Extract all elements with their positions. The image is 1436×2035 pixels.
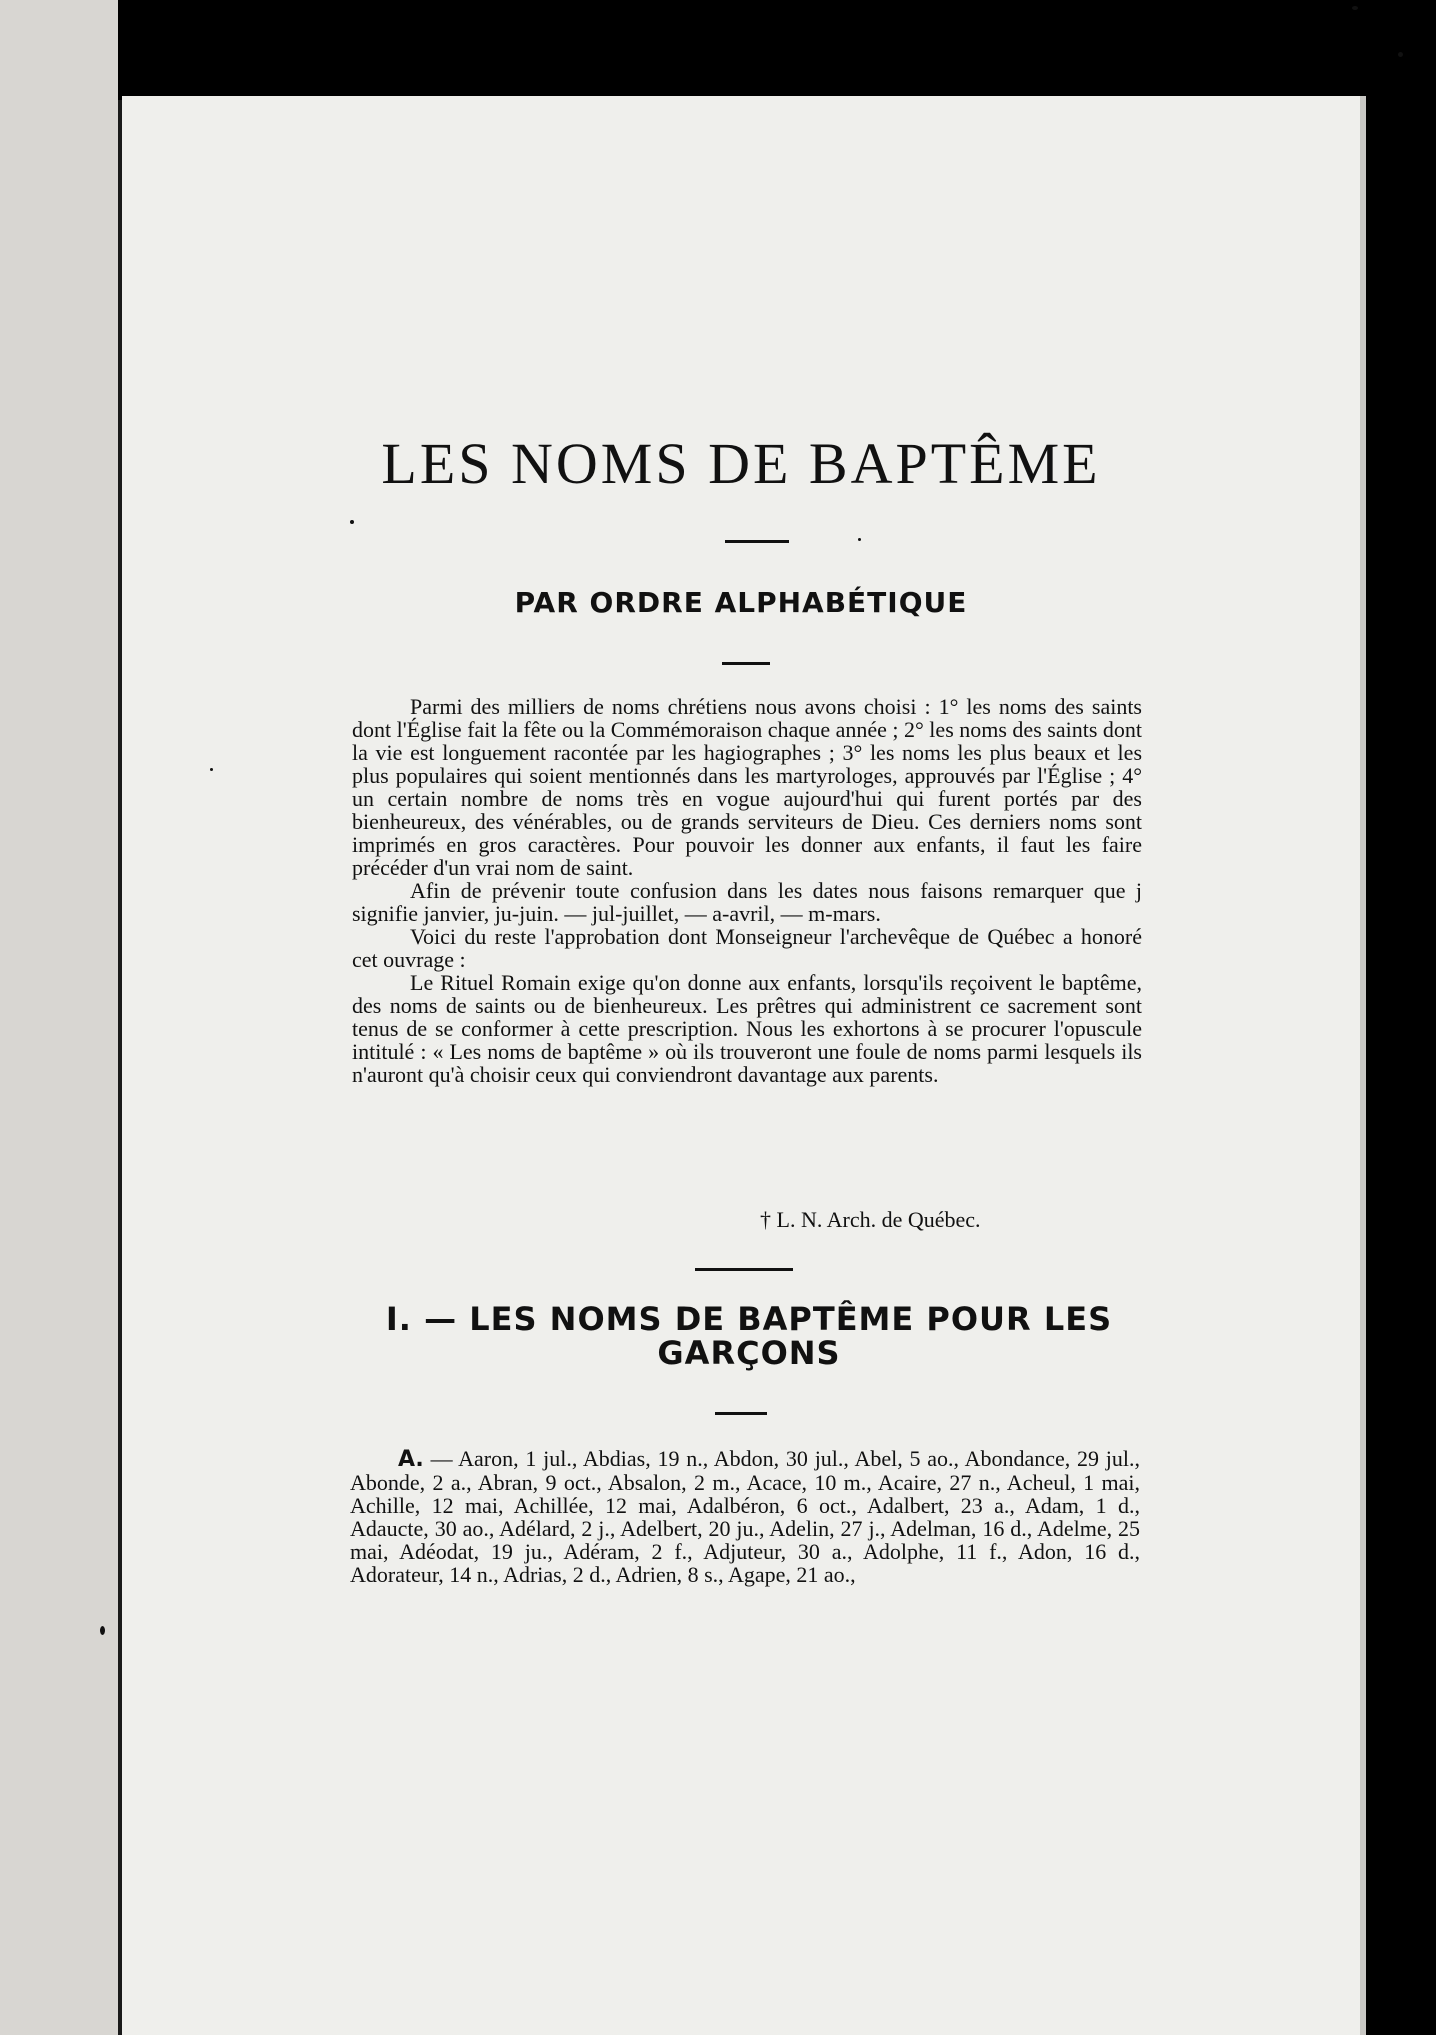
scan-speck — [1352, 6, 1358, 10]
page-subtitle: PAR ORDRE ALPHABÉTIQUE — [514, 586, 968, 619]
letter-a-entries — [350, 1447, 1140, 1586]
section-title: I. — LES NOMS DE BAPTÊME POUR LES GARÇONS — [385, 1300, 1113, 1372]
letter-heading: A. — [398, 1447, 424, 1472]
section-divider — [695, 1268, 793, 1271]
intro-paragraph: Le Rituel Romain exige qu'on donne aux enfants, lorsqu'ils reçoivent le baptême, des noms de saints ou de bienheureux. Les prêtres qui administrent ce sacrement sont tenus de se conformer à cette prescription. Nous les exhortons à se procurer l'opuscule intitulé : « Les noms de baptême » où ils trouveront une foule de noms parmi lesquels ils n'auront qu'à choisir ceux qui conviendront davantage aux parents. — [352, 970, 1142, 1087]
scan-speck — [858, 538, 861, 541]
scan-speck — [350, 520, 354, 524]
scan-speck — [1398, 52, 1403, 57]
names-list — [350, 1447, 1140, 1586]
page-title: LES NOMS DE BAPTÊME — [381, 431, 1101, 496]
intro-paragraph: Voici du reste l'approbation dont Monseigneur l'archevêque de Québec a honoré cet ouvrage : — [352, 924, 1142, 972]
right-page-edge — [1360, 96, 1366, 2035]
signature: † L. N. Arch. de Québec. — [760, 1207, 981, 1232]
title-divider — [725, 540, 789, 543]
scan-speck — [100, 1626, 105, 1635]
letter-entries: — Aaron, 1 jul., Abdias, 19 n., Abdon, 30 jul., Abel, 5 ao., Abondance, 29 jul., Abonde, 2 a., Abran, 9 oct., Absalon, 2 m., Acace, 10 m., Acaire, 27 n., Acheul, 1 mai, Achille, 12 mai, Achillée, 12 mai, Adalbéron, 6 oct., Adalbert, 23 a., Adam, 1 d., Adaucte, 30 ao., Adélard, 2 j., Adelbert, 20 ju., Adelin, 27 j., Adelman, 16 d., Adelme, 25 mai, Adéodat, 19 ju., Adéram, 2 f., Adjuteur, 30 a., Adolphe, 11 f., Adon, 16 d., Adorateur, 14 n., Adrias, 2 d., Adrien, 8 s., Agape, 21 ao., — [350, 1446, 1140, 1587]
introduction — [352, 695, 1142, 1086]
intro-paragraph: Afin de prévenir toute confusion dans les dates nous faisons remarquer que j signifie janvier, ju-juin. — jul-juillet, — a-avril, — m-mars. — [352, 878, 1142, 926]
intro-paragraph: Parmi des milliers de noms chrétiens nous avons choisi : 1° les noms des saints dont l'Église fait la fête ou la Commémoraison chaque année ; 2° les noms des saints dont la vie est longuement racontée par les hagiographes ; 3° les noms les plus beaux et les plus populaires qui soient mentionnés dans les martyrologes, approuvés par l'Église ; 4° un certain nombre de noms très en vogue aujourd'hui qui furent portés par des bienheureux, des vénérables, ou de grands serviteurs de Dieu. Ces derniers noms sont imprimés en gros caractères. Pour pouvoir les donner aux enfants, il faut les faire précéder d'un vrai nom de saint. — [352, 694, 1142, 880]
subtitle-divider — [722, 662, 770, 665]
section-title-divider — [715, 1412, 767, 1415]
scan-speck — [210, 768, 213, 771]
left-page-edge — [0, 0, 118, 2035]
